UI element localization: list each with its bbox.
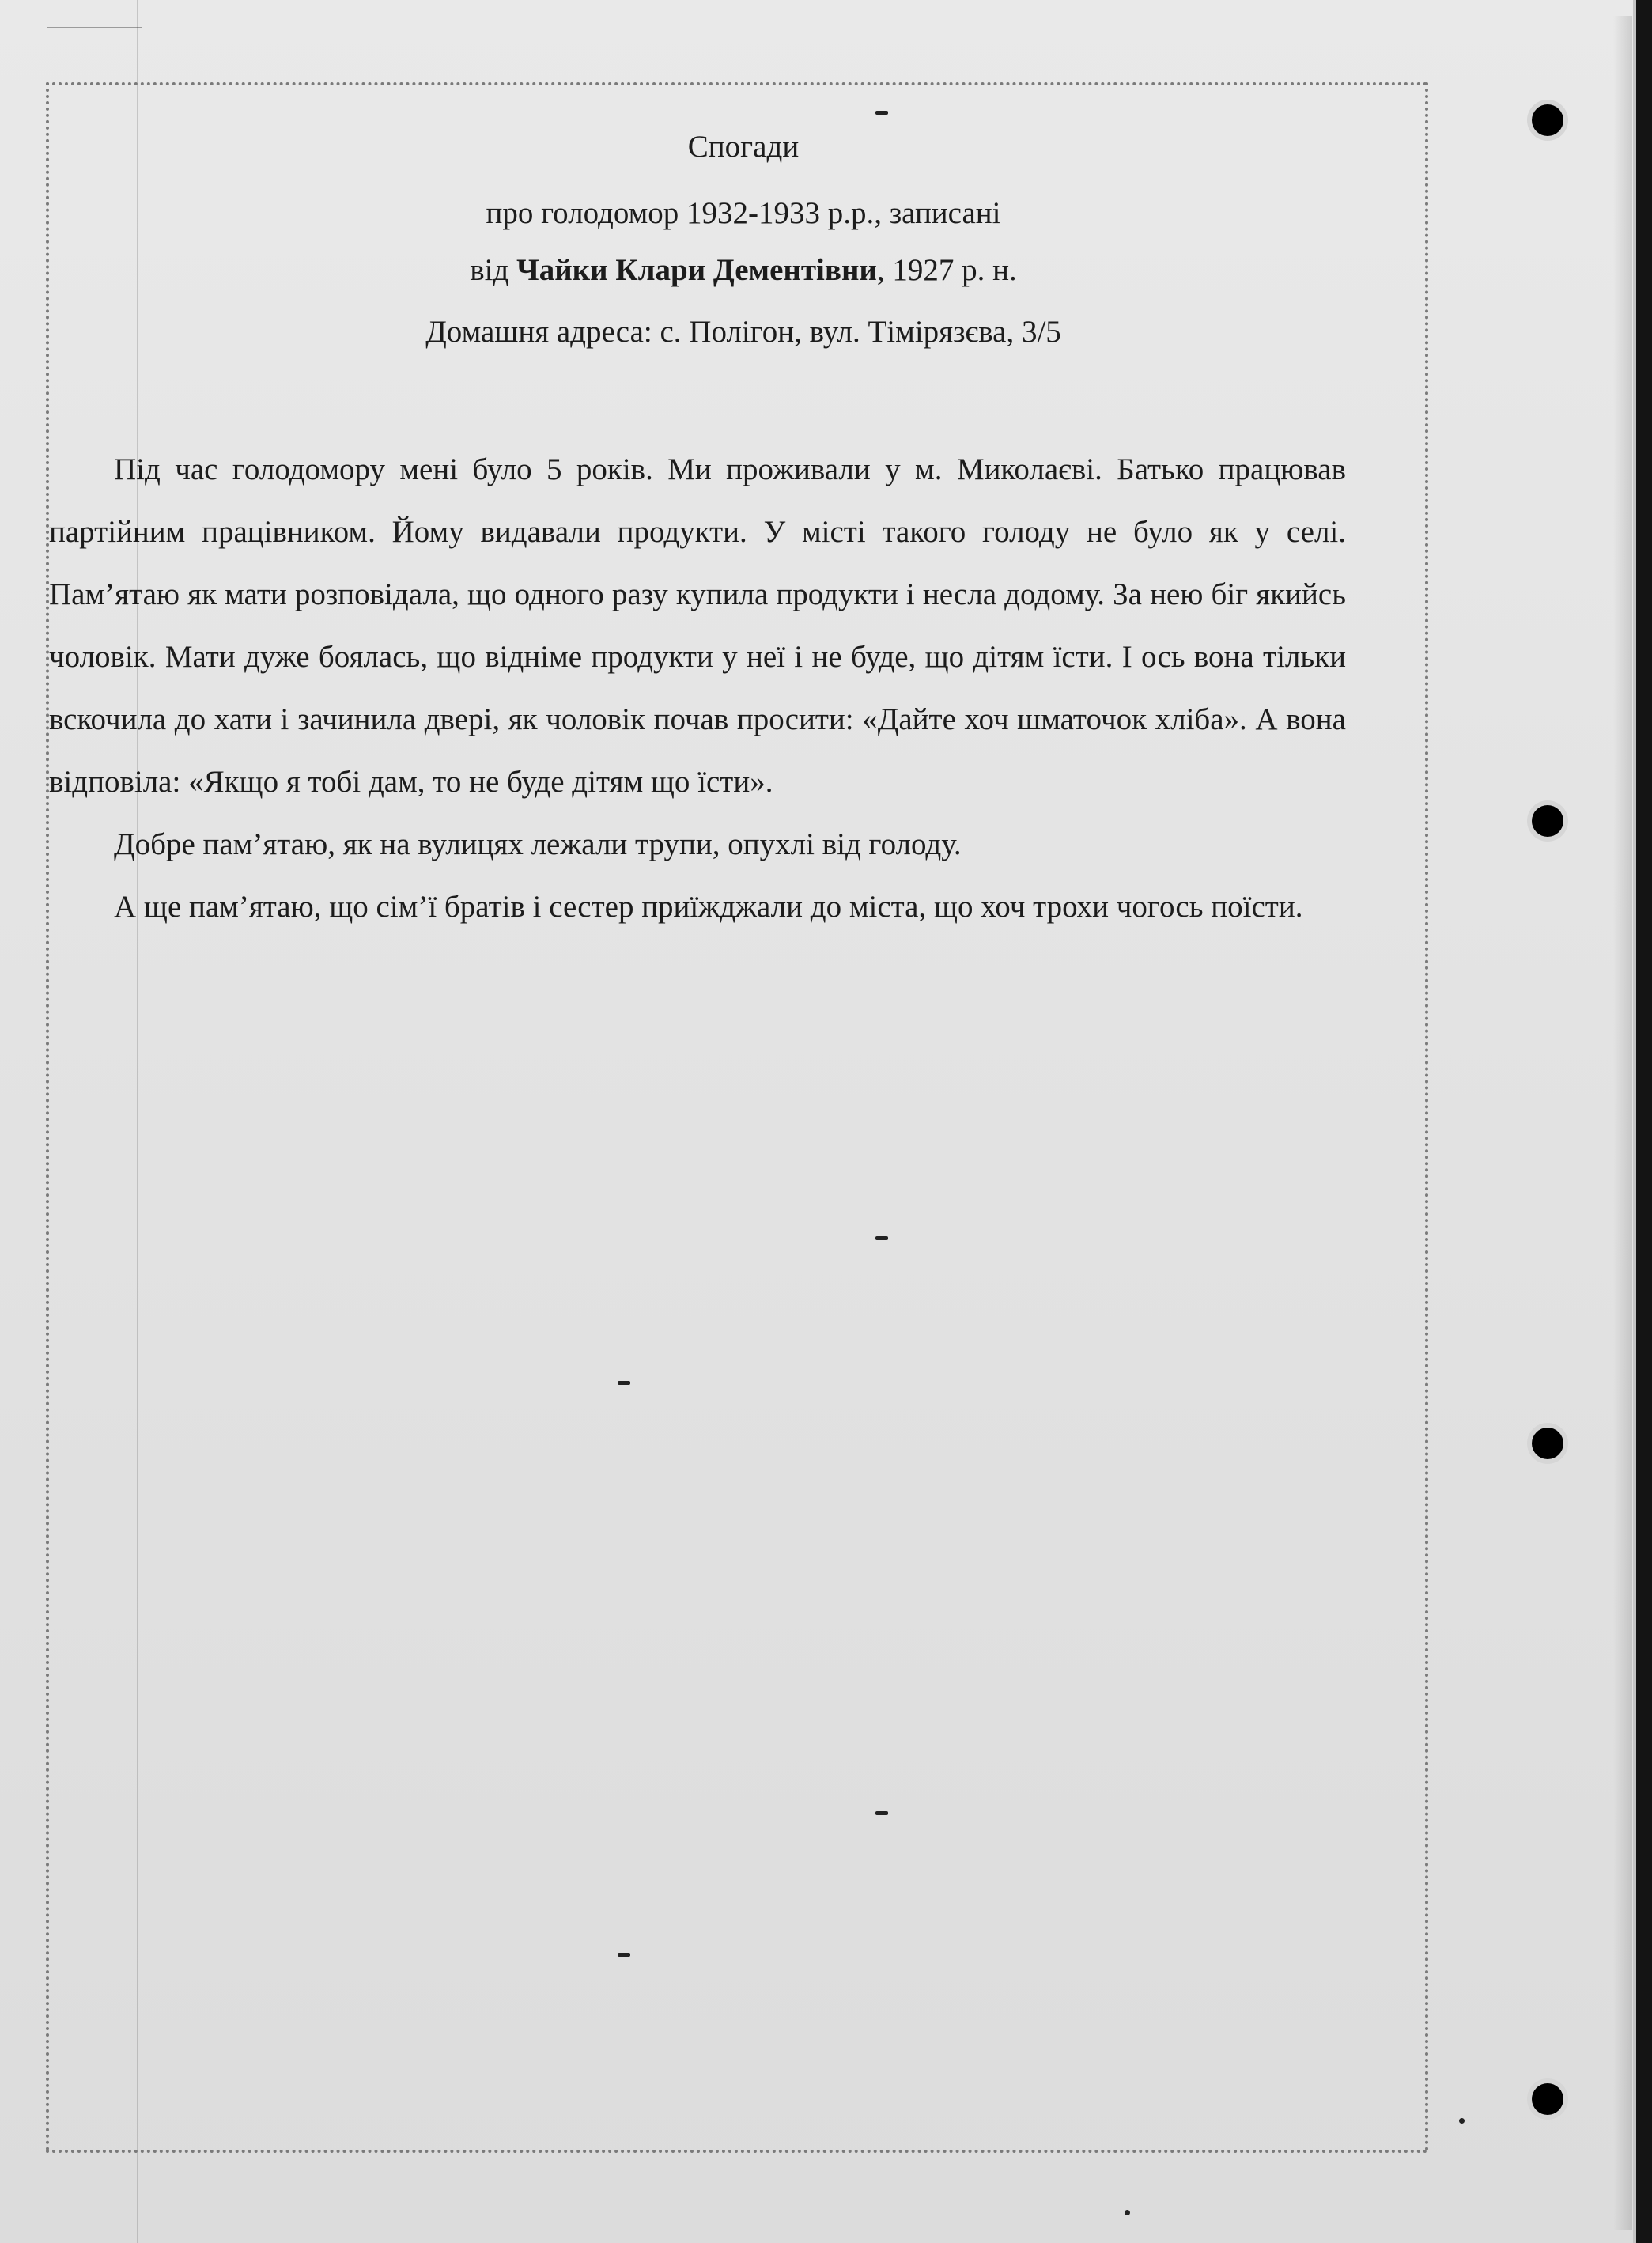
narrator-name: Чайки Клари Дементівни [516, 253, 877, 287]
narrator-suffix: , 1927 р. н. [876, 253, 1017, 287]
paragraph: А ще пам’ятаю, що сім’ї братів і сестер приїжджали до міста, що хоч трохи чогось поїсти. [114, 890, 1303, 924]
punch-hole [1532, 1428, 1563, 1459]
perforated-border [46, 82, 1428, 2153]
punch-hole [1532, 805, 1563, 837]
narrator-line [142, 255, 1344, 286]
document-subtitle: про голодомор 1932-1933 р.р., записані [486, 196, 1001, 230]
scan-mark [618, 1953, 630, 1957]
home-address: Домашня адреса: с. Полігон, вул. Тімірязєва, 3/5 [425, 315, 1061, 349]
scan-dot [1459, 2118, 1465, 2124]
scan-mark [618, 1381, 630, 1385]
paragraph: Під час голодомору мені було 5 років. Ми проживали у м. Миколаєві. Батько працював партійним працівником. Йому видавали продукти. У місті такого голоду не було як у селі. Пам’ятаю як мати розповідала, що одного разу купила продукти і несла додому. За нею біг якийсь чоловік. Мати дуже боялась, що відніме продукти у неї і не буде, що дітям їсти. І ось вона тільки вскочила до хати і зачинила двері, як чоловік почав просити: «Дайте хоч шматочок хліба». А вона відповіла: «Якщо я тобі дам, то не буде дітям що їсти». [49, 452, 1346, 799]
scan-mark [875, 1236, 888, 1240]
paragraph: Добре пам’ятаю, як на вулицях лежали трупи, опухлі від голоду. [114, 827, 962, 861]
scan-mark [875, 111, 888, 115]
punch-hole [1532, 2083, 1563, 2115]
scan-mark [875, 1811, 888, 1815]
punch-hole [1532, 104, 1563, 136]
memoir-text [49, 438, 1346, 938]
document-title: Спогади [687, 130, 800, 164]
scan-dot [1125, 2210, 1130, 2215]
narrator-prefix: від [470, 253, 517, 287]
top-rule [47, 27, 142, 28]
page-edge-shadow [1613, 16, 1632, 2230]
